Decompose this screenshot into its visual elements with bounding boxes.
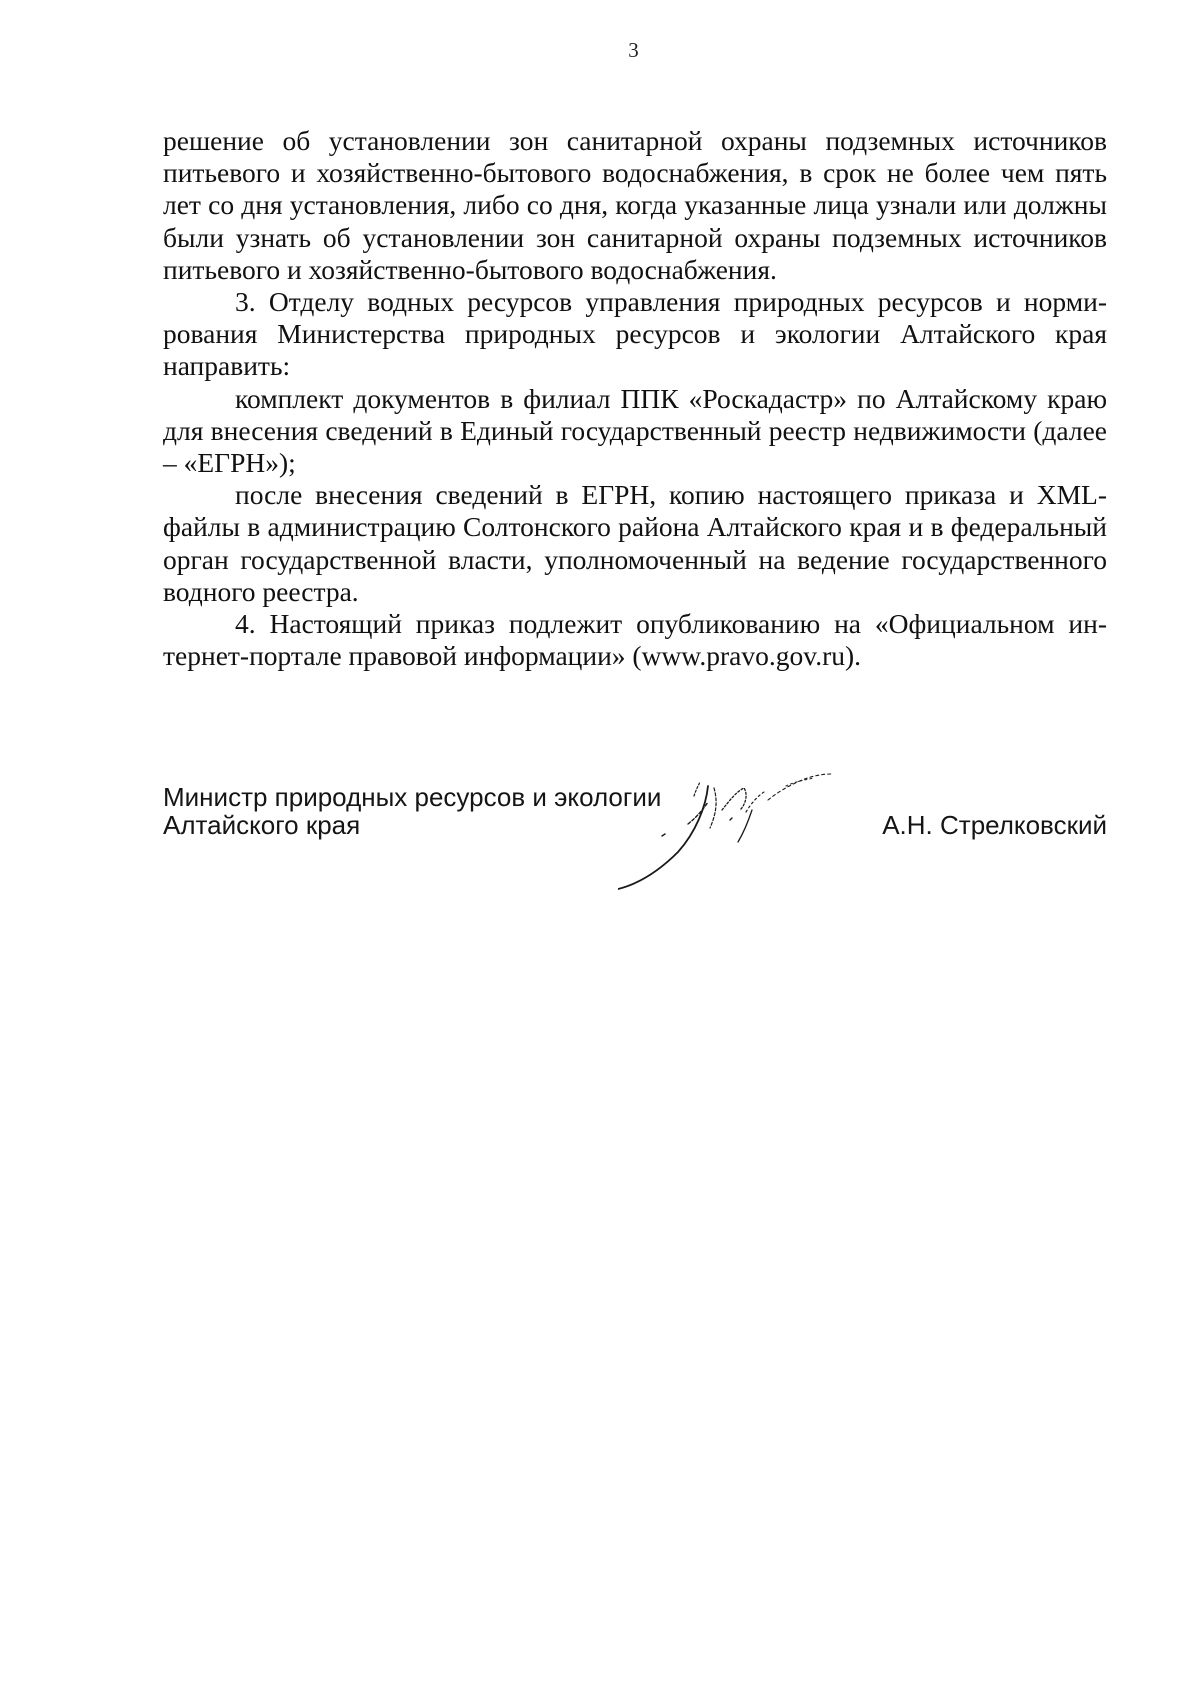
page-number: 3: [628, 38, 639, 62]
paragraph-continuation: решение об установлении зон санитарной охраны подземных источников питьевого и хозяйственно-бытового водоснабжения, в срок не более чем пять лет со дня установления, либо со дня, когда указанные лица узнали или должны были узнать об установлении зон санитарной охраны подземных источников питьевого и хозяйственно-бытового водоснабжения.: [163, 125, 1107, 285]
paragraph-documents-egrn: комплект документов в филиал ППК «Роскадастр» по Алтайскому краю для внесения сведений в Единый государственный реестр недвижимости (далее – «ЕГРН»);: [163, 382, 1107, 479]
paragraph-after-egrn: после внесения сведений в ЕГРН, копию настоящего приказа и XML-файлы в администрацию Солтонского района Алтайского края и в федеральный орган государственной власти, уполномоченный на ведение государственного водного реестра.: [163, 479, 1107, 607]
signatory-title: [163, 783, 661, 839]
signatory-name: А.Н. Стрелковский: [882, 810, 1107, 840]
paragraph-item-3: 3. Отделу водных ресурсов управления природных ресурсов и нормирования Министерства природных ресурсов и экологии Алтайского края направить:: [163, 286, 1107, 382]
handwritten-signature: [618, 766, 878, 896]
signatory-title-line-1: Министр природных ресурсов и экологии: [163, 782, 662, 812]
signatory-title-line-2: Алтайского края: [163, 810, 361, 840]
paragraph-item-4: 4. Настоящий приказ подлежит опубликованию на «Официальном интернет-портале правовой информации» (www.pravo.gov.ru).: [163, 608, 1107, 672]
signature-block: [163, 783, 1107, 903]
document-body: [163, 125, 1107, 672]
